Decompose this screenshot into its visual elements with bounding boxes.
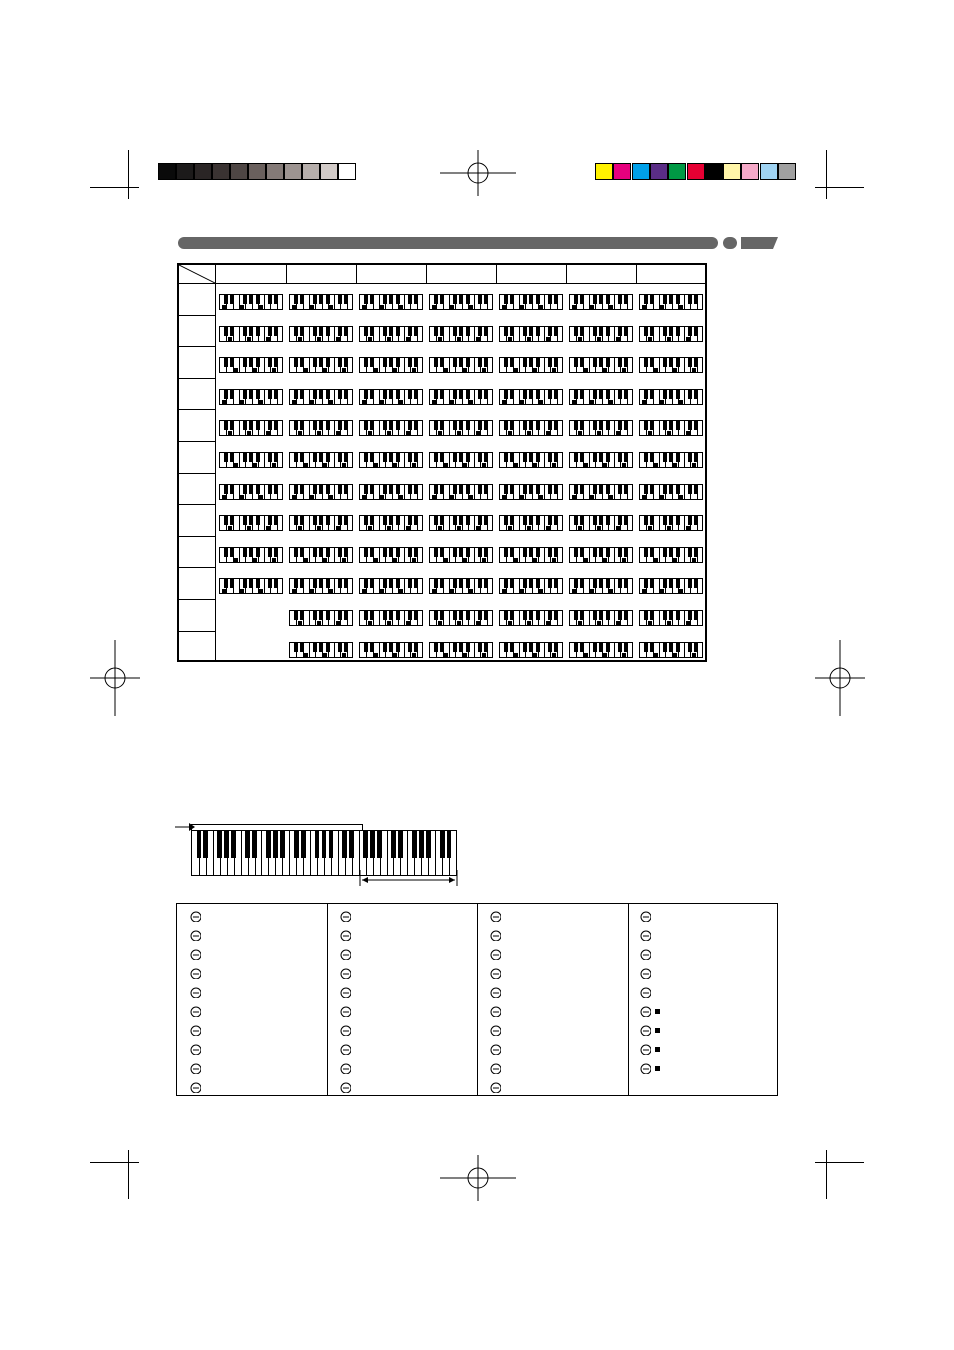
chord-keyboard-diagram (639, 610, 703, 626)
gray-swatch (284, 163, 302, 180)
chord-keyboard-diagram (289, 610, 353, 626)
chord-keyboard-diagram (429, 515, 493, 531)
hand-clap-icon (189, 967, 201, 979)
chord-keyboard-diagram (429, 610, 493, 626)
chord-keyboard-diagram (359, 578, 423, 594)
tom-icon (189, 948, 201, 960)
chord-keyboard-diagram (359, 484, 423, 500)
registration-target-left (90, 640, 140, 716)
keyboard-range-arrow (358, 870, 460, 886)
chord-keyboard-diagram (359, 547, 423, 563)
chord-keyboard-diagram (219, 294, 283, 310)
chord-keyboard-diagram (429, 357, 493, 373)
chord-keyboard-diagram (639, 420, 703, 436)
process-swatch (705, 163, 723, 180)
chord-keyboard-diagram (499, 357, 563, 373)
chord-keyboard-diagram (219, 452, 283, 468)
chord-keyboard-diagram (639, 578, 703, 594)
cymbal-icon (339, 967, 351, 979)
process-swatch (687, 163, 705, 180)
snare-drum-icon (189, 910, 201, 922)
gray-swatch (212, 163, 230, 180)
process-swatch (741, 163, 759, 180)
chord-keyboard-diagram (569, 294, 633, 310)
registration-target-top (440, 150, 516, 196)
tambourine-icon (339, 1062, 351, 1074)
process-swatch (760, 163, 778, 180)
chord-keyboard-diagram (219, 515, 283, 531)
chord-keyboard-diagram (429, 389, 493, 405)
drum-sound-list (176, 903, 778, 1096)
cymbal-icon (339, 1081, 351, 1093)
chord-keyboard-diagram (569, 547, 633, 563)
marker-square (655, 1009, 660, 1014)
chord-keyboard-diagram (219, 578, 283, 594)
bass-drum-icon (189, 1005, 201, 1017)
hi-hat-icon (639, 1062, 651, 1074)
chord-keyboard-diagram (499, 389, 563, 405)
hi-hat-icon (339, 910, 351, 922)
bass-drum-icon (639, 1005, 651, 1017)
chord-keyboard-diagram (289, 326, 353, 342)
chord-keyboard-diagram (639, 547, 703, 563)
agogo-icon (639, 910, 651, 922)
header-bar (178, 236, 780, 250)
chord-keyboard-diagram (429, 452, 493, 468)
chord-keyboard-diagram (499, 547, 563, 563)
chord-keyboard-diagram (429, 326, 493, 342)
chord-keyboard-diagram (289, 484, 353, 500)
chord-keyboard-diagram (359, 452, 423, 468)
chord-keyboard-diagram (569, 484, 633, 500)
chord-keyboard-diagram (359, 389, 423, 405)
gray-swatch (194, 163, 212, 180)
bass-drum-icon (189, 1081, 201, 1093)
chord-keyboard-diagram (359, 515, 423, 531)
chord-keyboard-diagram (289, 547, 353, 563)
registration-target-right (815, 640, 865, 716)
chord-keyboard-diagram (639, 642, 703, 658)
chord-keyboard-diagram (359, 294, 423, 310)
bass-drum-icon (339, 948, 351, 960)
chord-keyboard-diagram (499, 610, 563, 626)
gray-swatch (320, 163, 338, 180)
cymbal-icon (339, 1005, 351, 1017)
process-swatch (613, 163, 631, 180)
chord-keyboard-diagram (219, 420, 283, 436)
process-swatch (595, 163, 613, 180)
chord-keyboard-diagram (289, 578, 353, 594)
chord-keyboard-diagram (219, 547, 283, 563)
gray-swatch (248, 163, 266, 180)
cymbal-icon (489, 967, 501, 979)
chord-keyboard-diagram (429, 484, 493, 500)
chord-keyboard-diagram (429, 547, 493, 563)
chord-keyboard-diagram (499, 294, 563, 310)
conga-icon (489, 1024, 501, 1036)
chord-keyboard-diagram (639, 515, 703, 531)
chord-keyboard-diagram (359, 326, 423, 342)
chord-keyboard-diagram (219, 357, 283, 373)
chord-keyboard-diagram (499, 578, 563, 594)
chord-keyboard-diagram (289, 357, 353, 373)
cowbell-icon (489, 910, 501, 922)
chord-keyboard-diagram (289, 452, 353, 468)
chord-keyboard-diagram (639, 357, 703, 373)
chord-keyboard-diagram (289, 515, 353, 531)
tom-icon (189, 929, 201, 941)
chord-keyboard-diagram (289, 389, 353, 405)
chord-keyboard-diagram (289, 294, 353, 310)
guiro-icon (639, 967, 651, 979)
process-swatch (632, 163, 650, 180)
chord-keyboard-diagram (569, 642, 633, 658)
chord-keyboard-diagram (219, 389, 283, 405)
chord-keyboard-diagram (569, 515, 633, 531)
chord-keyboard-diagram (429, 578, 493, 594)
chord-keyboard-diagram (359, 357, 423, 373)
stick-icon (489, 948, 501, 960)
chord-keyboard-diagram (359, 642, 423, 658)
cymbal-icon (339, 1043, 351, 1055)
bass-drum-icon (339, 986, 351, 998)
gray-swatch (338, 163, 356, 180)
cymbal-icon (489, 929, 501, 941)
chord-keyboard-diagram (499, 642, 563, 658)
process-swatch (778, 163, 796, 180)
chord-keyboard-diagram (639, 389, 703, 405)
cymbal-icon (339, 1024, 351, 1036)
gray-swatch (302, 163, 320, 180)
chord-keyboard-diagram (639, 452, 703, 468)
process-swatch (650, 163, 668, 180)
chord-keyboard-diagram (569, 389, 633, 405)
chord-keyboard-diagram (359, 420, 423, 436)
hi-hat-icon (639, 1043, 651, 1055)
marker-square (655, 1047, 660, 1052)
process-swatch (668, 163, 686, 180)
bongo-icon (489, 986, 501, 998)
hi-hat-icon (189, 1024, 201, 1036)
chord-keyboard-diagram (569, 578, 633, 594)
chord-keyboard-diagram (359, 610, 423, 626)
chord-keyboard-diagram (429, 420, 493, 436)
marker-square (655, 1028, 660, 1033)
chord-keyboard-diagram (639, 294, 703, 310)
chord-keyboard-diagram (639, 484, 703, 500)
bongo-icon (489, 1005, 501, 1017)
chord-keyboard-diagram (499, 326, 563, 342)
chord-fingering-table (177, 263, 707, 662)
process-swatch (723, 163, 741, 180)
registration-target-bottom (440, 1155, 516, 1201)
shaker-icon (639, 948, 651, 960)
chord-keyboard-diagram (219, 326, 283, 342)
bass-drum-icon (339, 929, 351, 941)
tom-icon (639, 1024, 651, 1036)
chord-keyboard-diagram (499, 484, 563, 500)
chord-keyboard-diagram (289, 420, 353, 436)
chord-keyboard-diagram (499, 452, 563, 468)
gray-swatch (230, 163, 248, 180)
chord-keyboard-diagram (429, 642, 493, 658)
chord-keyboard-diagram (569, 610, 633, 626)
chord-keyboard-diagram (219, 484, 283, 500)
shaker-icon (639, 929, 651, 941)
chord-keyboard-diagram (289, 642, 353, 658)
marker-square (655, 1066, 660, 1071)
chord-keyboard-diagram (569, 326, 633, 342)
chord-keyboard-diagram (569, 420, 633, 436)
tom-icon (189, 986, 201, 998)
gray-swatch (176, 163, 194, 180)
chord-keyboard-diagram (569, 357, 633, 373)
chord-keyboard-diagram (569, 452, 633, 468)
conga-icon (489, 1062, 501, 1074)
maracas-icon (639, 986, 651, 998)
table-corner-diagonal (179, 265, 215, 283)
cymbal-icon (189, 1062, 201, 1074)
chord-keyboard-diagram (499, 515, 563, 531)
chord-keyboard-diagram (499, 420, 563, 436)
chord-keyboard-diagram (429, 294, 493, 310)
conga-icon (489, 1043, 501, 1055)
gray-swatch (266, 163, 284, 180)
gray-swatch (158, 163, 176, 180)
chord-keyboard-diagram (639, 326, 703, 342)
timbale-icon (489, 1081, 501, 1093)
bass-drum-icon (189, 1043, 201, 1055)
